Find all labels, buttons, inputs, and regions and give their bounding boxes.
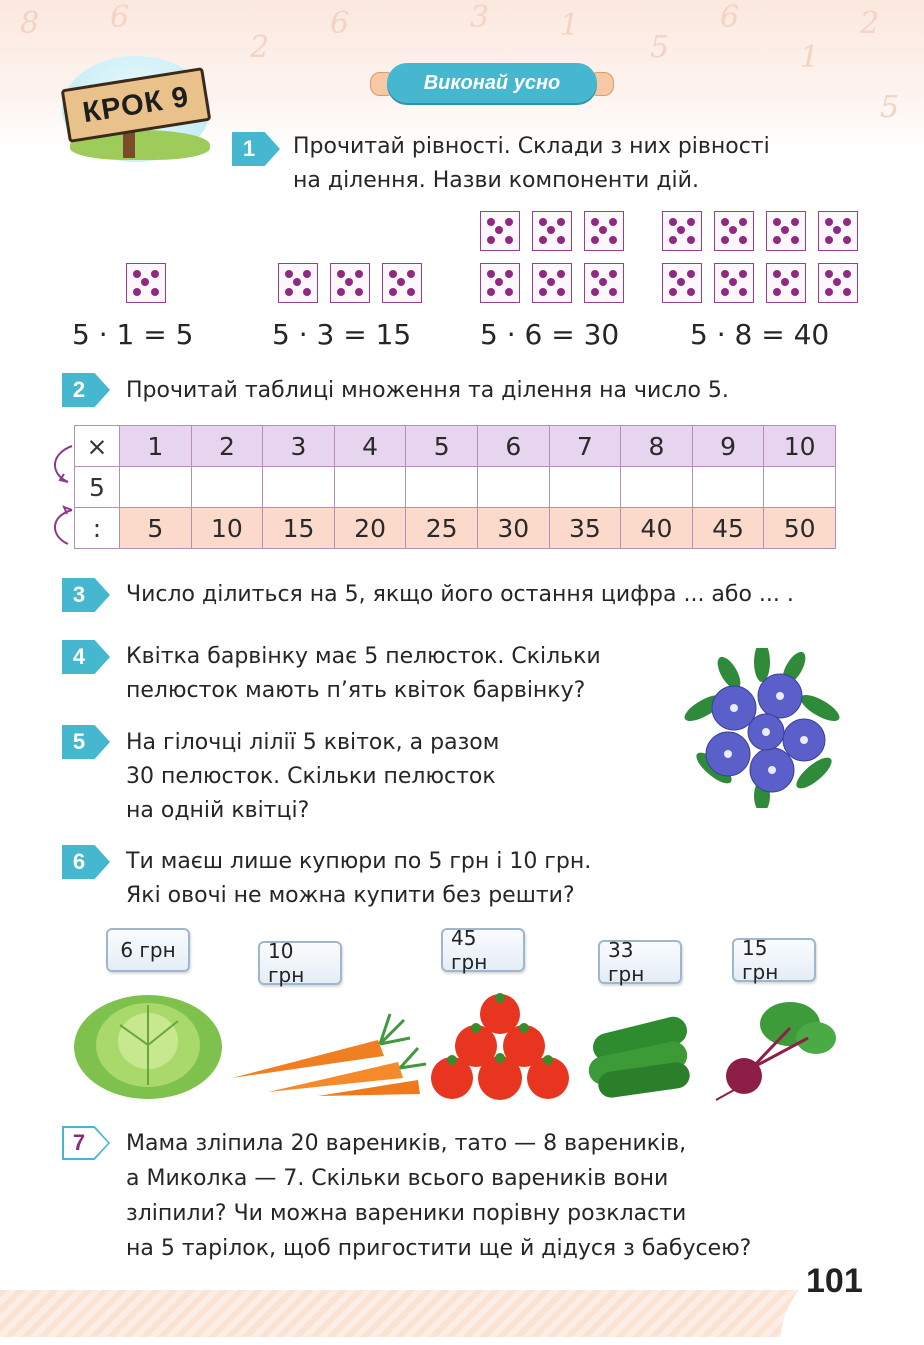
table-cell: 4 (334, 426, 406, 467)
equality-1: 5 · 1 = 5 (72, 318, 194, 351)
table-cell: 3 (263, 426, 335, 467)
table-cell (621, 467, 693, 508)
decor-digit: 8 (20, 6, 40, 41)
table-row-empty (75, 467, 836, 508)
dice-five-icon (330, 263, 370, 303)
table-cell: 6 (477, 426, 549, 467)
dice-five-icon (584, 263, 624, 303)
step-sign: КРОК 9 (61, 67, 212, 143)
table-cell: 7 (549, 426, 621, 467)
factor-cell: 5 (75, 467, 120, 508)
table-cell (120, 467, 192, 508)
task5-text-line3: на одній квітці? (126, 798, 310, 823)
table-cell (549, 467, 621, 508)
carrots-image (228, 1000, 428, 1100)
table-cell: 50 (764, 508, 836, 549)
beet-image (712, 998, 842, 1102)
table-cell: 9 (692, 426, 764, 467)
table-cell (263, 467, 335, 508)
table-cell: 2 (191, 426, 263, 467)
table-cell: 10 (191, 508, 263, 549)
cucumbers-image (584, 1005, 696, 1099)
dice-five-icon (584, 211, 624, 251)
section-banner: Виконай усно (387, 63, 597, 103)
dice-five-icon (532, 211, 572, 251)
table-cell: 30 (477, 508, 549, 549)
dice-five-icon (126, 263, 166, 303)
equality-2: 5 · 3 = 15 (272, 318, 412, 351)
decor-digit: 2 (860, 6, 880, 41)
task-number-7: 7 (62, 1126, 110, 1160)
task5-text-line1: На гілочці лілії 5 квіток, а разом (126, 730, 500, 755)
task7-text-line3: зліпили? Чи можна вареники порівну розкласти (126, 1201, 687, 1226)
decor-digit: 2 (250, 30, 270, 65)
task7-text-line1: Мама зліпила 20 вареників, тато — 8 вареників, (126, 1131, 687, 1156)
table-cell: 45 (692, 508, 764, 549)
multiplication-table (74, 425, 836, 549)
price-tag-beet: 15 грн (732, 938, 816, 982)
decor-digit: 5 (650, 30, 670, 65)
table-cell (191, 467, 263, 508)
price-tag-tomatoes: 45 грн (441, 928, 525, 972)
decor-digit: 6 (330, 6, 350, 41)
periwinkle-flowers-image (684, 648, 840, 808)
dice-five-icon (818, 263, 858, 303)
task-number-5: 5 (62, 725, 110, 759)
dice-five-icon (714, 211, 754, 251)
dice-five-icon (278, 263, 318, 303)
task-number-6: 6 (62, 845, 110, 879)
dice-five-icon (766, 263, 806, 303)
decor-digit: 1 (560, 8, 580, 43)
table-cell (334, 467, 406, 508)
task6-text-line2: Які овочі не можна купити без решти? (126, 883, 575, 908)
cabbage-image (70, 985, 226, 1103)
task1-text-line2: на ділення. Назви компоненти дій. (293, 168, 699, 193)
decor-digit: 6 (720, 0, 740, 35)
task3-text: Число ділиться на 5, якщо його остання цифра ... або ... . (126, 582, 794, 607)
table-cell: 5 (120, 508, 192, 549)
decor-digit: 1 (800, 40, 820, 75)
table-cell: 10 (764, 426, 836, 467)
table-cell (477, 467, 549, 508)
table-cell: 8 (621, 426, 693, 467)
task4-text-line1: Квітка барвінку має 5 пелюсток. Скільки (126, 644, 601, 669)
multiply-sign: × (75, 426, 120, 467)
task4-text-line2: пелюсток мають п’ять квіток барвінку? (126, 678, 586, 703)
dice-five-icon (766, 211, 806, 251)
decor-digit: 6 (110, 0, 130, 35)
table-cell: 40 (621, 508, 693, 549)
decor-digit: 3 (470, 0, 490, 35)
task6-text-line1: Ти маєш лише купюри по 5 грн і 10 грн. (126, 849, 592, 874)
table-cell (692, 467, 764, 508)
task5-text-line2: 30 пелюсток. Скільки пелюсток (126, 764, 496, 789)
table-cell: 20 (334, 508, 406, 549)
task1-text-line1: Прочитай рівності. Склади з них рівності (293, 134, 770, 159)
table-row-multipliers (75, 426, 836, 467)
equality-4: 5 · 8 = 40 (690, 318, 830, 351)
table-cell: 1 (120, 426, 192, 467)
table-cell: 25 (406, 508, 478, 549)
table-row-products (75, 508, 836, 549)
dice-five-icon (818, 211, 858, 251)
decor-digit: 5 (880, 90, 900, 125)
swap-arrows-icon (44, 440, 78, 550)
price-tag-cabbage: 6 грн (106, 928, 190, 972)
table-cell: 5 (406, 426, 478, 467)
task-number-2: 2 (62, 373, 110, 407)
table-cell: 35 (549, 508, 621, 549)
task2-text: Прочитай таблиці множення та ділення на число 5. (126, 378, 729, 403)
dice-five-icon (662, 263, 702, 303)
task-number-3: 3 (62, 578, 110, 612)
tomatoes-image (430, 990, 570, 1102)
dice-five-icon (662, 211, 702, 251)
dice-five-icon (480, 263, 520, 303)
price-tag-carrots: 10 грн (258, 941, 342, 985)
dice-five-icon (382, 263, 422, 303)
dice-five-icon (480, 211, 520, 251)
task7-text-line4: на 5 тарілок, щоб пригостити ще й дідуся з бабусею? (126, 1236, 752, 1261)
table-cell (406, 467, 478, 508)
price-tag-cucumbers: 33 грн (598, 940, 682, 984)
equality-3: 5 · 6 = 30 (480, 318, 620, 351)
dice-five-icon (714, 263, 754, 303)
task-number-1: 1 (232, 132, 280, 166)
table-cell: 15 (263, 508, 335, 549)
task-number-4: 4 (62, 640, 110, 674)
table-cell (764, 467, 836, 508)
divide-sign: : (75, 508, 120, 549)
task7-text-line2: а Миколка — 7. Скільки всього вареників вони (126, 1166, 669, 1191)
page-number: 101 (806, 1262, 863, 1300)
dice-five-icon (532, 263, 572, 303)
